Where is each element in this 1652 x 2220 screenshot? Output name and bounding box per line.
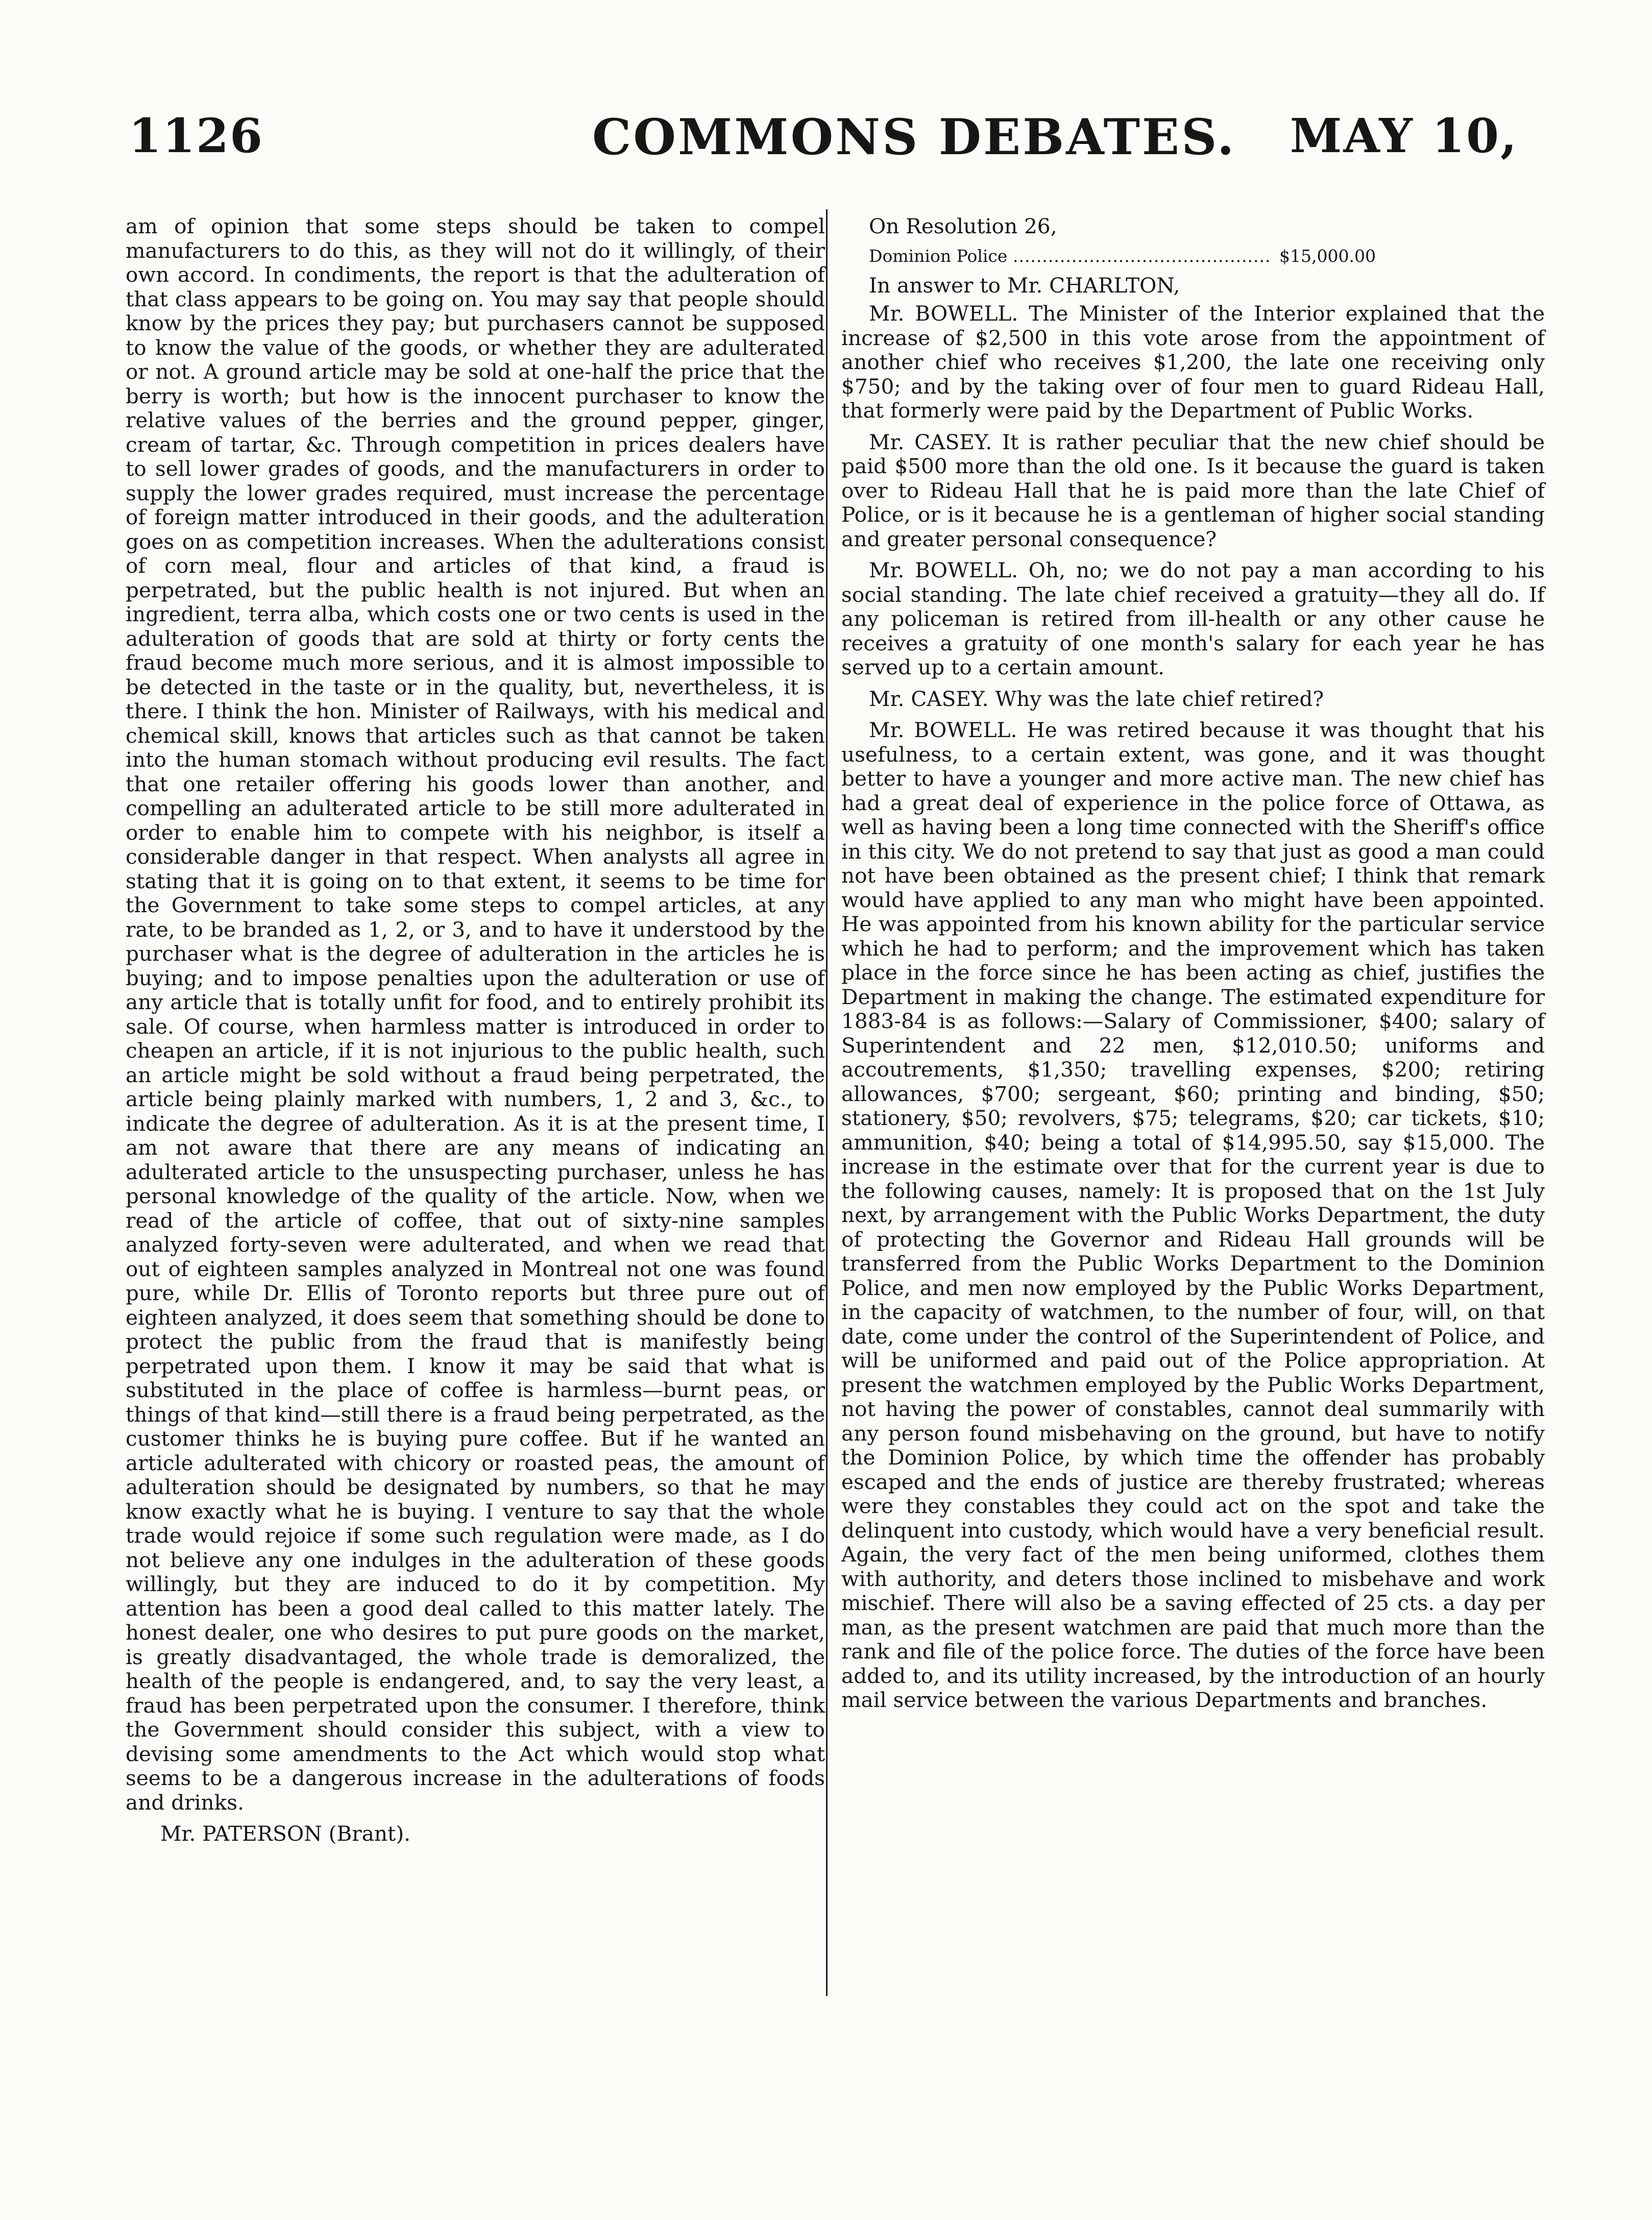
right-column: [841, 214, 1545, 1720]
speech-paragraph: Mr. BOWELL. He was retired because it was thought that his usefulness, to a certain extent, was gone, and it was thought better to have a younger and more active man. The new chief has had a great deal of experience in the police force of Ottawa, as well as having been a long time connected with the Sheriff's office in this city. We do not pretend to say that just as good a man could not have been obtained as the present chief; I think that remark would have applied to any man who might have been appointed. He was appointed from his known ability for the particular service which he had to perform; and the improvement which has taken place in the force since he has been acting as chief, justifies the Department in making the change. The estimated expenditure for 1883-84 is as follows:—Salary of Commissioner, $400; salary of Superintendent and 22 men, $12,010.50; uniforms and accoutrements, $1,350; travelling expenses, $200; retiring allowances, $700; sergeant, $60; printing and binding, $50; stationery, $50; revolvers, $75; telegrams, $20; car tickets, $10; ammunition, $40; being a total of $14,995.50, say $15,000. The increase in the estimate over that for the current year is due to the following causes, namely: It is proposed that on the 1st July next, by arrangement with the Public Works Department, the duty of protecting the Governor and Rideau Hall grounds will be transferred from the Public Works Department to the Dominion Police, and men now employed by the Public Works Department, in the capacity of watchmen, to the number of four, will, on that date, come under the control of the Superintendent of Police, and will be uniformed and paid out of the Police appropriation. At present the watchmen employed by the Public Works Department, not having the power of constables, cannot deal summarily with any person found misbehaving on the ground, but have to notify the Dominion Police, by which time the offender has probably escaped and the ends of justice are thereby frustrated; whereas were they constables they could act on the spot and take the delinquent into custody, which would have a very beneficial result. Again, the very fact of the men being uniformed, clothes them with authority, and deters those inclined to misbehave and work mischief. There will also be a saving effected of 25 cts. a day per man, as the present watchmen are paid that much more than the rank and file of the police force. The duties of the force have been added to, and its utility increased, by the introduction of an hourly mail service between the various Departments and branches.: [841, 718, 1545, 1712]
vote-item: Dominion Police: [869, 246, 1008, 266]
answer-line: In answer to Mr. CHARLTON,: [869, 273, 1180, 298]
page-number: 1126: [129, 108, 264, 163]
speaker-signoff: Mr. PATERSON (Brant).: [160, 1821, 411, 1846]
page-title: COMMONS DEBATES.: [592, 108, 1236, 166]
speech-paragraph: Mr. BOWELL. The Minister of the Interior explained that the increase of $2,500 in this vote arose from the appointment of another chief who receives $1,200, the late one receiving only $750; and by the taking over of four men to guard Rideau Hall, that formerly were paid by the Department of Public Works.: [841, 301, 1545, 423]
vote-leader-dots: ............................................: [1012, 246, 1271, 266]
resolution-heading: On Resolution 26,: [869, 214, 1057, 238]
left-column: [126, 214, 825, 1853]
column-divider: [826, 209, 828, 1996]
speech-paragraph: Mr. CASEY. It is rather peculiar that the new chief should be paid $500 more than the old one. Is it because the guard is taken over to Rideau Hall that he is paid more than the late Chief of Police, or is it because he is a gentleman of higher social standing and greater personal consequence?: [841, 429, 1545, 551]
left-column-paragraph: am of opinion that some steps should be taken to compel manufacturers to do this, as they will not do it willingly, of their own accord. In condiments, the report is that the adulteration of that class appears to be going on. You may say that people should know by the prices they pay; but purchasers cannot be supposed to know the value of the goods, or whether they are adulterated or not. A ground article may be sold at one-half the price that the berry is worth; but how is the innocent purchaser to know the relative values of the berries and the ground pepper, ginger, cream of tartar, &c. Through competition in prices dealers have to sell lower grades of goods, and the manufacturers in order to supply the lower grades required, must increase the percentage of foreign matter introduced in their goods, and the adulteration goes on as competition increases. When the adulterations consist of corn meal, flour and articles of that kind, a fraud is perpetrated, but the public health is not injured. But when an ingredient, terra alba, which costs one or two cents is used in the adulteration of goods that are sold at thirty or forty cents the fraud become much more serious, and it is almost impossible to be detected in the taste or in the quality, but, nevertheless, it is there. I think the hon. Minister of Railways, with his medical and chemical skill, knows that articles such as that cannot be taken into the human stomach without producing evil results. The fact that one retailer offering his goods lower than another, and compelling an adulterated article to be still more adulterated in order to enable him to compete with his neighbor, is itself a considerable danger in that respect. When analysts all agree in stating that it is going on to that extent, it seems to be time for the Government to take some steps to compel articles, at any rate, to be branded as 1, 2, or 3, and to have it understood by the purchaser what is the degree of adulteration in the articles he is buying; and to impose penalties upon the adulteration or use of any article that is totally unfit for food, and to entirely prohibit its sale. Of course, when harmless matter is introduced in order to cheapen an article, if it is not injurious to the public health, such an article might be sold without a fraud being perpetrated, the article being plainly marked with numbers, 1, 2 and 3, &c., to indicate the degree of adulteration. As it is at the present time, I am not aware that there are any means of indicating an adulterated article to the unsuspecting purchaser, unless he has personal knowledge of the quality of the article. Now, when we read of the article of coffee, that out of sixty-nine samples analyzed forty-seven were adulterated, and when we read that out of eighteen samples analyzed in Montreal not one was found pure, while Dr. Ellis of Toronto reports but three pure out of eighteen analyzed, it does seem that something should be done to protect the public from the fraud that is manifestly being perpetrated upon them. I know it may be said that what is substituted in the place of coffee is harmless—burnt peas, or things of that kind—still there is a fraud being perpetrated, as the customer thinks he is buying pure coffee. But if he wanted an article adulterated with chicory or roasted peas, the amount of adulteration should be designated by numbers, so that he may know exactly what he is buying. I venture to say that the whole trade would rejoice if some such regulation were made, as I do not believe any one indulges in the adulteration of these goods willingly, but they are induced to do it by competition. My attention has been a good deal called to this matter lately. The honest dealer, one who desires to put pure goods on the market, is greatly disadvantaged, the whole trade is demoralized, the health of the people is endangered, and, to say the very least, a fraud has been perpetrated upon the consumer. I therefore, think the Government should consider this subject, with a view to devising some amendments to the Act which would stop what seems to be a dangerous increase in the adulterations of foods and drinks.: [126, 214, 825, 1815]
speech-paragraph: Mr. CASEY. Why was the late chief retired?: [869, 686, 1324, 711]
vote-amount: $15,000.00: [1279, 246, 1376, 266]
page-date: MAY 10,: [1290, 108, 1518, 163]
speech-paragraph: Mr. BOWELL. Oh, no; we do not pay a man according to his social standing. The late chief received a gratuity—they all do. If any policeman is retired from ill-health or any other cause he receives a gratuity of one month's salary for each year he has served up to a certain amount.: [841, 558, 1545, 679]
vote-line: [869, 243, 1545, 270]
